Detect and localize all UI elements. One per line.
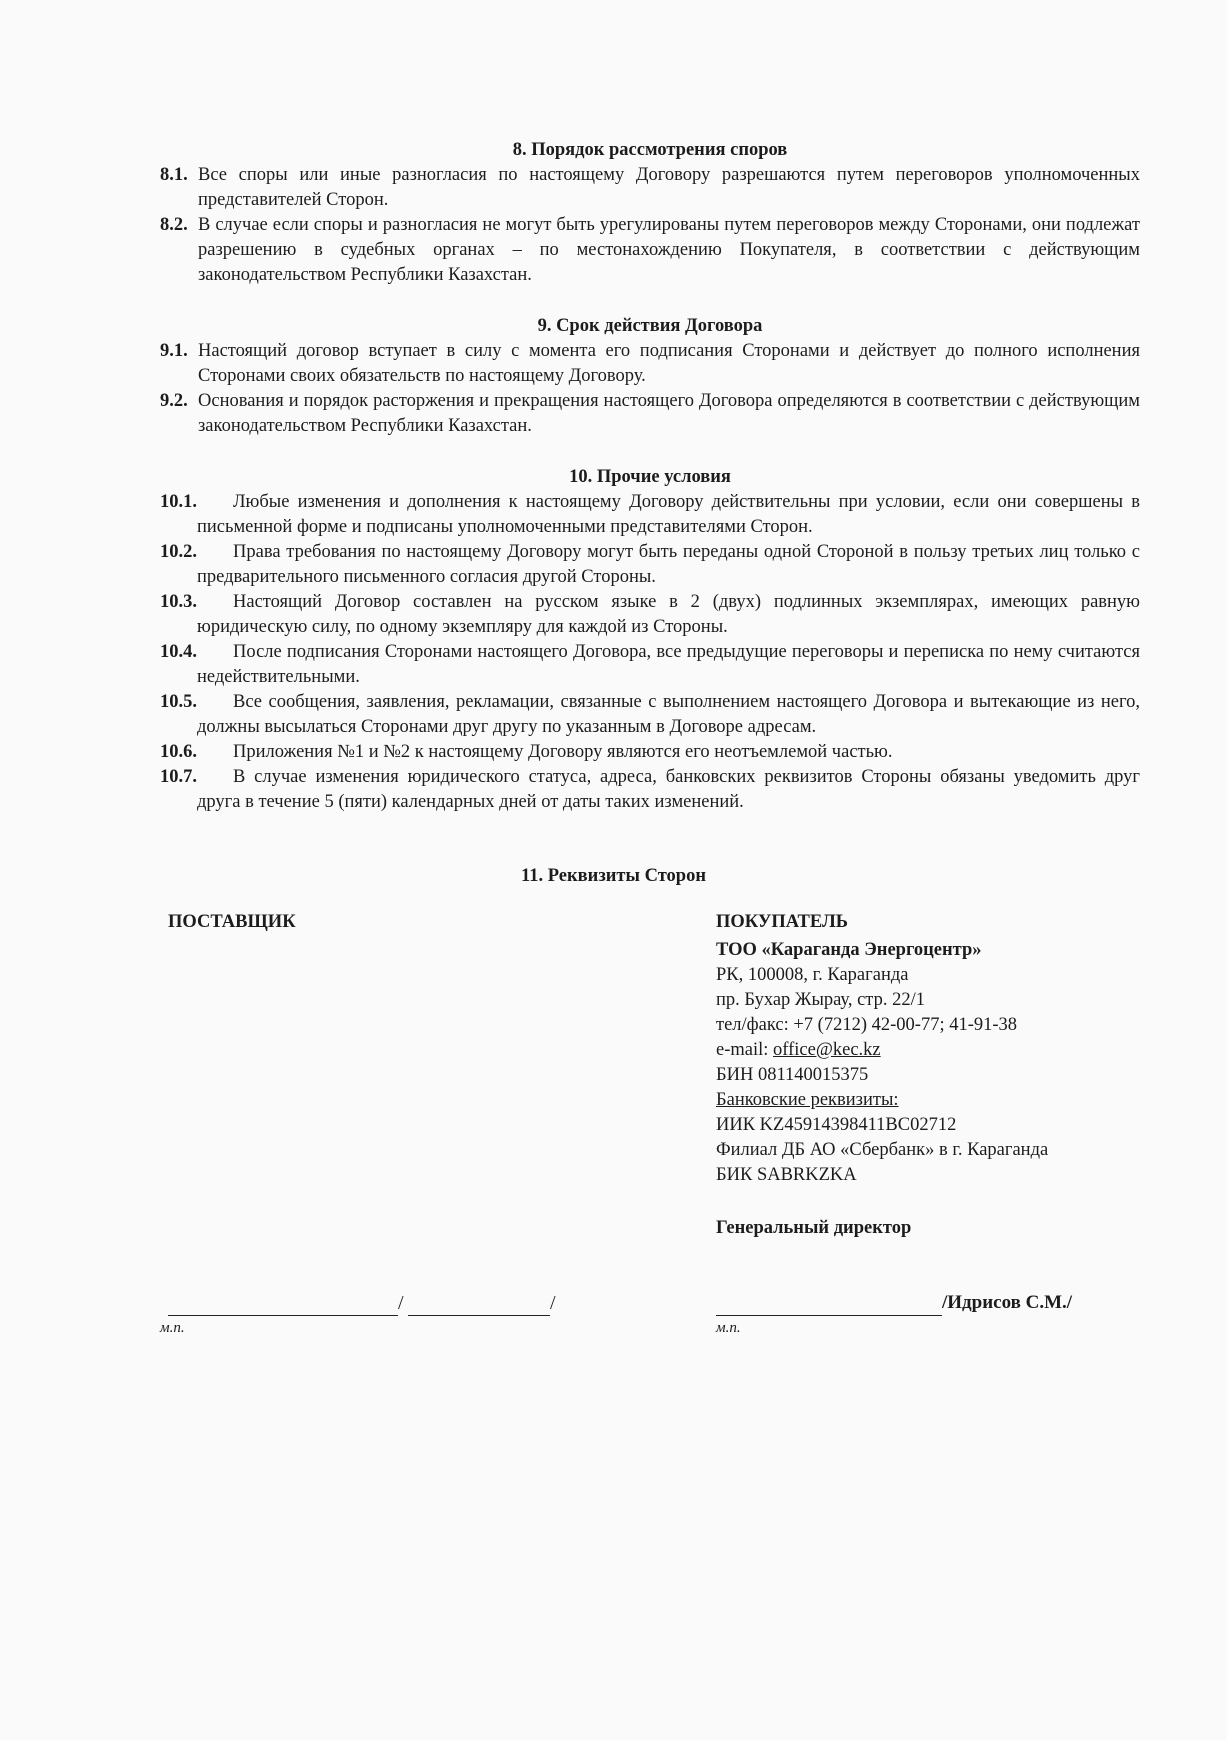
supplier-label: ПОСТАВЩИК bbox=[168, 912, 296, 932]
clause-9-2 bbox=[160, 389, 1140, 439]
clause-text: Все споры или иные разногласия по настоящему Договору разрешаются путем переговоров уполномоченных представителей Сторон. bbox=[198, 165, 1140, 210]
contract-body bbox=[160, 138, 1140, 815]
clause-text: Приложения №1 и №2 к настоящему Договору являются его неотъемлемой частью. bbox=[233, 742, 893, 762]
clause-10-6 bbox=[160, 740, 1140, 765]
clause-text: Любые изменения и дополнения к настоящему Договору действительны при условии, если они совершены в письменной форме и подписаны уполномоченными представителями Сторон. bbox=[197, 492, 1140, 537]
clause-text: Настоящий договор вступает в силу с момента его подписания Сторонами и действует до полного исполнения Сторонами своих обязательств по настоящему Договору. bbox=[198, 341, 1140, 386]
buyer-bik: БИК SABRKZKA bbox=[716, 1165, 857, 1185]
clause-number: 9.2. bbox=[160, 391, 188, 411]
clause-8-1 bbox=[160, 163, 1140, 213]
clause-number: 10.3. bbox=[160, 592, 197, 612]
clause-text: Основания и порядок расторжения и прекращения настоящего Договора определяются в соответствии с действующим законодательством Республики Казахстан. bbox=[198, 391, 1140, 436]
buyer-address-street: пр. Бухар Жырау, стр. 22/1 bbox=[716, 990, 925, 1010]
email-link[interactable]: office@kec.kz bbox=[773, 1040, 881, 1060]
buyer-position: Генеральный директор bbox=[716, 1218, 912, 1238]
clause-number: 9.1. bbox=[160, 341, 188, 361]
clause-text: В случае изменения юридического статуса, адреса, банковских реквизитов Стороны обязаны уведомить друг друга в течение 5 (пяти) календарных дней от даты таких изменений. bbox=[197, 767, 1140, 812]
section-11-title: 11. Реквизиты Сторон bbox=[521, 866, 706, 886]
buyer-email-line bbox=[716, 1038, 1048, 1063]
supplier-signature-line bbox=[168, 1315, 398, 1316]
clause-9-1 bbox=[160, 339, 1140, 389]
email-prefix: e-mail: bbox=[716, 1040, 774, 1060]
clause-text: В случае если споры и разногласия не могут быть урегулированы путем переговоров между Сторонами, они подлежат разрешению в судебных органах – по местонахождению Покупателя, в соответствии с действующим законодательством Республики Казахстан. bbox=[198, 215, 1140, 285]
clause-10-4 bbox=[160, 640, 1140, 690]
clause-number: 8.2. bbox=[160, 215, 188, 235]
clause-10-2 bbox=[160, 540, 1140, 590]
clause-text: Права требования по настоящему Договору могут быть переданы одной Стороной в пользу третьих лиц только с предварительного письменного согласия другой Стороны. bbox=[197, 542, 1140, 587]
clause-number: 10.2. bbox=[160, 542, 197, 562]
clause-number: 10.5. bbox=[160, 692, 197, 712]
clause-text: Все сообщения, заявления, рекламации, связанные с выполнением настоящего Договора и вытекающие из него, должны высылаться Сторонами друг другу по указанным в Договоре адресам. bbox=[197, 692, 1140, 737]
clause-number: 10.6. bbox=[160, 742, 197, 762]
clause-number: 8.1. bbox=[160, 165, 188, 185]
signature-slash: / bbox=[550, 1292, 556, 1314]
buyer-phone: тел/факс: +7 (7212) 42-00-77; 41-91-38 bbox=[716, 1015, 1018, 1035]
buyer-company: ТОО «Караганда Энергоцентр» bbox=[716, 940, 982, 960]
section-10-title: 10. Прочие условия bbox=[569, 467, 731, 487]
clause-8-2 bbox=[160, 213, 1140, 288]
buyer-label: ПОКУПАТЕЛЬ bbox=[716, 912, 848, 932]
clause-10-7 bbox=[160, 765, 1140, 815]
buyer-bank: Филиал ДБ АО «Сбербанк» в г. Караганда bbox=[716, 1140, 1049, 1160]
clause-10-3 bbox=[160, 590, 1140, 640]
clause-text: Настоящий Договор составлен на русском языке в 2 (двух) подлинных экземплярах, имеющих равную юридическую силу, по одному экземпляру для каждой из Стороны. bbox=[197, 592, 1140, 637]
buyer-signatory-name: /Идрисов С.М./ bbox=[942, 1292, 1073, 1313]
signature-slash: / bbox=[398, 1292, 404, 1314]
clause-10-1 bbox=[160, 490, 1140, 540]
clause-number: 10.1. bbox=[160, 492, 197, 512]
buyer-stamp-place: м.п. bbox=[716, 1320, 741, 1336]
bank-details-label: Банковские реквизиты: bbox=[716, 1090, 899, 1110]
clause-10-5 bbox=[160, 690, 1140, 740]
buyer-details bbox=[716, 938, 1048, 1188]
clause-text: После подписания Сторонами настоящего Договора, все предыдущие переговоры и переписка по нему считаются недействительными. bbox=[197, 642, 1140, 687]
section-8-title: 8. Порядок рассмотрения споров bbox=[512, 140, 788, 160]
section-9-title: 9. Срок действия Договора bbox=[537, 316, 763, 336]
supplier-stamp-place: м.п. bbox=[160, 1320, 185, 1336]
buyer-signature-line bbox=[716, 1315, 942, 1316]
supplier-name-line bbox=[408, 1315, 550, 1316]
buyer-address-city: РК, 100008, г. Караганда bbox=[716, 965, 909, 985]
clause-number: 10.4. bbox=[160, 642, 197, 662]
buyer-bin: БИН 081140015375 bbox=[716, 1065, 869, 1085]
buyer-iik: ИИК KZ45914398411BC02712 bbox=[716, 1115, 957, 1135]
clause-number: 10.7. bbox=[160, 767, 197, 787]
